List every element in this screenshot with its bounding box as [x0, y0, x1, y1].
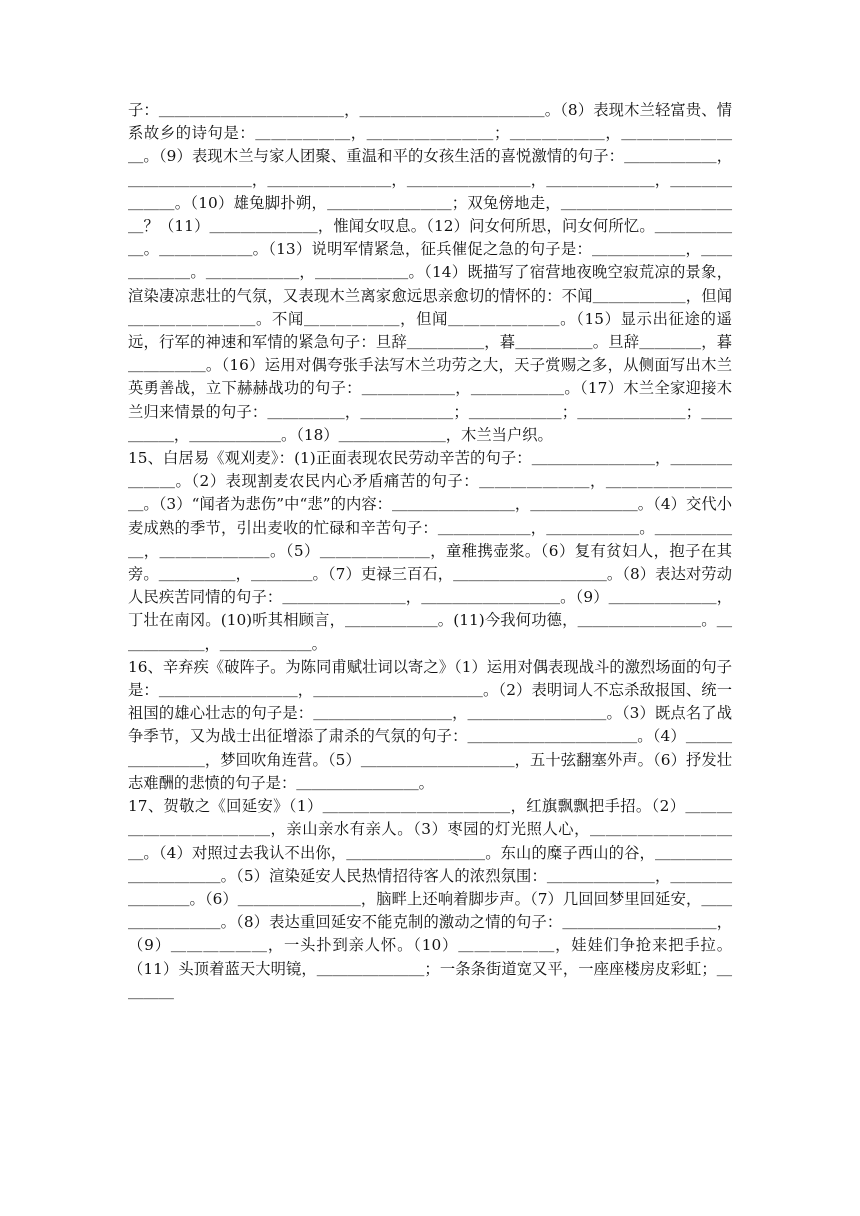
section-16-po-zhen-zi: 16、辛弃疾《破阵子。为陈同甫赋壮词以寄之》（1）运用对偶表现战斗的激烈场面的句子是：＿＿＿＿＿＿＿＿＿，＿＿＿＿＿＿＿＿＿＿＿。（2）表明词人不忘杀敌报国、统一祖国的雄心壮志的句子是：＿＿＿＿＿＿＿＿＿，＿＿＿＿＿＿＿＿＿。（3）既点名了战争季节，又为战士出征增添了肃杀的气氛的句子：＿＿＿＿＿＿＿＿＿＿＿。（4）＿＿＿＿＿＿＿＿，梦回吹角连营。（5）＿＿＿＿＿＿＿＿＿＿，五十弦翻塞外声。（6）抒发壮志难酬的悲愤的句子是：＿＿＿＿＿＿＿＿。 [128, 657, 732, 792]
section-17-hui-yan-an: 17、贺敬之《回延安》（1）＿＿＿＿＿＿＿＿＿＿＿＿，红旗飘飘把手招。（2）＿＿＿＿＿＿＿＿＿＿＿＿，亲山亲水有亲人。（3）枣园的灯光照人心，＿＿＿＿＿＿＿＿＿＿。（4）对照过去我认不出你，＿＿＿＿＿＿＿＿＿。东山的糜子西山的谷，＿＿＿＿＿＿＿＿＿＿＿。（5）渲染延安人民热情招待客人的浓烈氛围：＿＿＿＿＿＿＿，＿＿＿＿＿＿＿＿。（6）＿＿＿＿＿＿＿＿，脑畔上还响着脚步声。（7）几回回梦里回延安，＿＿＿＿＿＿＿＿。（8）表达重回延安不能克制的激动之情的句子：＿＿＿＿＿＿＿＿＿＿，（9）＿＿＿＿＿＿，一头扑到亲人怀。（10）＿＿＿＿＿＿，娃娃们争抢来把手拉。（11）头顶着蓝天大明镜，＿＿＿＿＿＿＿；一条条街道宽又平，一座座楼房皮彩虹；＿＿＿＿ [128, 797, 732, 1001]
worksheet-page [128, 99, 732, 1004]
section-15-guan-yi-mai: 15、白居易《观刈麦》：(1)正面表现农民劳动辛苦的句子：＿＿＿＿＿＿＿＿，＿＿＿＿＿＿＿。（2）表现割麦农民内心矛盾痛苦的句子：＿＿＿＿＿＿＿，＿＿＿＿＿＿＿＿＿。（3）“闻者为悲伤”中“悲”的内容：＿＿＿＿＿＿＿＿，＿＿＿＿＿＿＿。（4）交代小麦成熟的季节，引出麦收的忙碌和辛苦句子：＿＿＿＿＿＿，＿＿＿＿＿＿。＿＿＿＿＿＿，＿＿＿＿＿＿＿。（5）＿＿＿＿＿＿＿，童稚携壶浆。（6）复有贫妇人，抱子在其旁。＿＿＿＿＿，＿＿＿＿。（7）吏禄三百石，＿＿＿＿＿＿＿＿＿＿。（8）表达对劳动人民疾苦同情的句子：＿＿＿＿＿＿＿＿，＿＿＿＿＿＿＿＿＿。（9）＿＿＿＿＿＿＿，丁壮在南冈。(10)听其相顾言，＿＿＿＿＿＿。(11)今我何功德，＿＿＿＿＿＿＿＿。＿＿＿＿＿＿，＿＿＿＿＿＿。 [128, 449, 732, 653]
section-14-tail: 子：＿＿＿＿＿＿＿＿＿＿＿＿，＿＿＿＿＿＿＿＿＿＿＿＿。（8）表现木兰轻富贵、情系故乡的诗句是：＿＿＿＿＿＿，＿＿＿＿＿＿＿＿；＿＿＿＿＿＿，＿＿＿＿＿＿＿＿。（9）表现木兰与家人团聚、重温和平的女孩生活的喜悦激情的句子：＿＿＿＿＿＿，＿＿＿＿＿＿＿＿，＿＿＿＿＿＿＿＿，＿＿＿＿＿＿＿＿，＿＿＿＿＿＿＿，＿＿＿＿＿＿＿。（10）雄兔脚扑朔，＿＿＿＿＿＿＿＿；双兔傍地走，＿＿＿＿＿＿＿＿＿＿＿＿？（11）＿＿＿＿＿＿＿，惟闻女叹息。（12）问女何所思，问女何所忆。＿＿＿＿＿＿。＿＿＿＿＿＿。（13）说明军情紧急，征兵催促之急的句子是：＿＿＿＿＿＿，＿＿＿＿＿＿。＿＿＿＿＿＿，＿＿＿＿＿＿。（14）既描写了宿营地夜晚空寂荒凉的景象，渲染凄凉悲壮的气氛，又表现木兰离家愈远思亲愈切的情怀的：不闻＿＿＿＿＿＿，但闻＿＿＿＿＿＿＿＿。不闻＿＿＿＿＿＿，但闻＿＿＿＿＿＿＿。（15）显示出征途的遥远，行军的神速和军情的紧急句子：旦辞＿＿＿＿＿，暮＿＿＿＿＿。旦辞＿＿＿＿，暮＿＿＿＿＿。（16）运用对偶夸张手法写木兰功劳之大，天子赏赐之多，从侧面写出木兰英勇善战，立下赫赫战功的句子：＿＿＿＿＿＿，＿＿＿＿＿＿。（17）木兰全家迎接木兰归来情景的句子：＿＿＿＿＿，＿＿＿＿＿＿；＿＿＿＿＿＿；＿＿＿＿＿＿＿；＿＿＿＿＿，＿＿＿＿＿＿。（18）＿＿＿＿＿＿＿，木兰当户织。 [128, 101, 732, 444]
